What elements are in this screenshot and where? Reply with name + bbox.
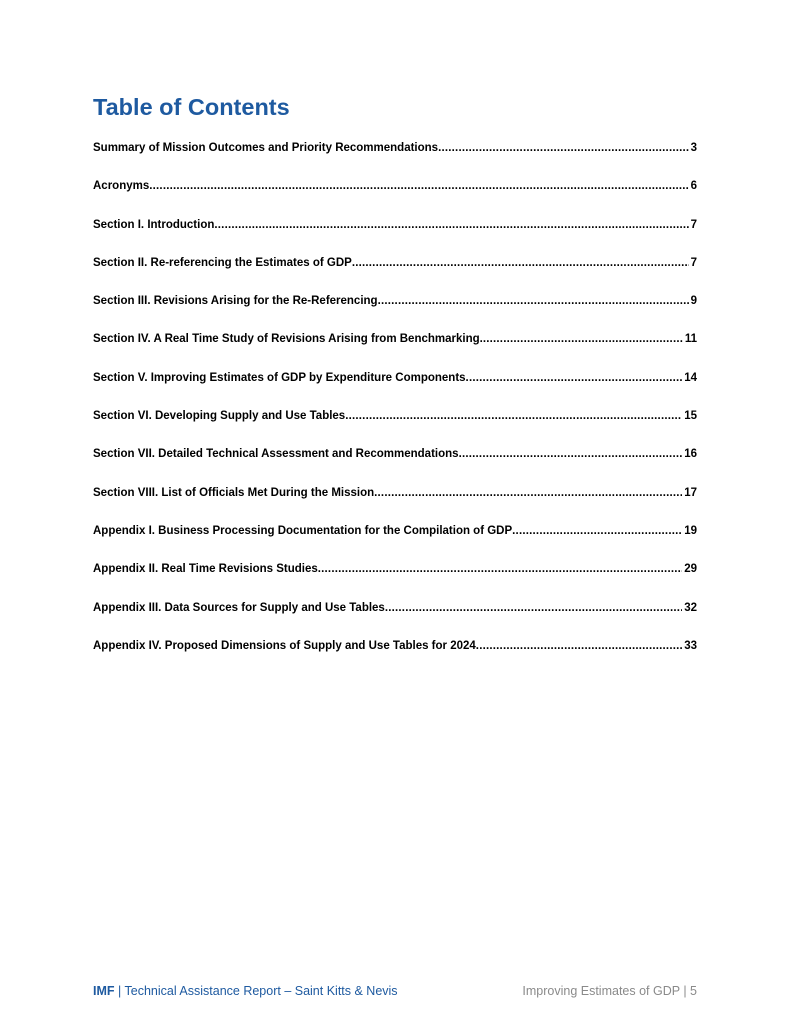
toc-dot-leader xyxy=(318,559,682,579)
toc-entry-page: 16 xyxy=(684,448,697,461)
toc-dot-leader xyxy=(149,176,688,196)
toc-entry-page: 9 xyxy=(690,295,697,308)
toc-entry-page: 3 xyxy=(690,142,697,154)
toc-dot-leader xyxy=(352,253,689,273)
toc-entry-page: 14 xyxy=(684,371,697,384)
toc-dot-leader xyxy=(459,444,683,464)
toc-entry-page: 11 xyxy=(684,333,697,346)
toc-dot-leader xyxy=(466,368,683,388)
toc-dot-leader xyxy=(512,521,682,541)
toc-entry[interactable] xyxy=(93,253,697,291)
toc-entry-page: 33 xyxy=(684,639,697,652)
toc-entry-page: 6 xyxy=(690,180,697,193)
toc-entry-title: Acronyms xyxy=(93,180,150,193)
toc-entry-title: Section IV. A Real Time Study of Revisions Arising from Benchmarking. xyxy=(93,333,483,346)
footer-separator: | xyxy=(118,984,122,998)
toc-entry[interactable] xyxy=(93,291,697,329)
toc-entry-title: Section I. Introduction xyxy=(93,218,215,231)
toc-entry-title: Section V. Improving Estimates of GDP by Expenditure Components xyxy=(93,371,466,384)
table-of-contents xyxy=(93,138,697,674)
toc-dot-leader xyxy=(378,291,689,311)
toc-dot-leader xyxy=(345,406,682,426)
toc-dot-leader xyxy=(483,329,683,349)
toc-entry[interactable] xyxy=(93,598,697,636)
toc-entry-title: Section II. Re-referencing the Estimates of GDP xyxy=(93,256,352,269)
toc-entry-title: Section VI. Developing Supply and Use Tables xyxy=(93,410,346,423)
footer-left xyxy=(93,982,398,1000)
toc-entry[interactable] xyxy=(93,559,697,597)
footer-report-title: Technical Assistance Report – Saint Kitts & Nevis xyxy=(124,984,398,998)
toc-entry[interactable] xyxy=(93,636,697,674)
toc-dot-leader xyxy=(214,215,688,235)
toc-dot-leader xyxy=(374,483,682,503)
toc-dot-leader xyxy=(438,138,689,158)
toc-entry-title: Section VII. Detailed Technical Assessment and Recommendations xyxy=(93,448,459,461)
toc-entry-title: Summary of Mission Outcomes and Priority Recommendations xyxy=(93,142,439,154)
toc-entry[interactable] xyxy=(93,329,697,367)
toc-entry-title: Appendix I. Business Processing Documentation for the Compilation of GDP xyxy=(93,524,513,537)
toc-entry-title: Appendix II. Real Time Revisions Studies xyxy=(93,563,318,576)
page-title: Table of Contents xyxy=(93,94,290,120)
imf-logo-text: IMF xyxy=(93,984,115,998)
toc-entry-page: 15 xyxy=(684,410,697,423)
toc-dot-leader xyxy=(385,598,682,618)
toc-entry-page: 17 xyxy=(684,486,697,499)
toc-entry-page: 29 xyxy=(684,563,697,576)
toc-entry-title: Section VIII. List of Officials Met During the Mission xyxy=(93,486,375,499)
toc-entry[interactable] xyxy=(93,521,697,559)
toc-entry-title: Appendix IV. Proposed Dimensions of Supply and Use Tables for 2024 xyxy=(93,639,476,652)
toc-entry-page: 32 xyxy=(684,601,697,614)
toc-dot-leader xyxy=(476,636,682,656)
toc-entry[interactable] xyxy=(93,483,697,521)
toc-entry[interactable] xyxy=(93,368,697,406)
toc-entry[interactable] xyxy=(93,138,697,176)
toc-entry[interactable] xyxy=(93,215,697,253)
toc-entry-page: 7 xyxy=(690,256,697,269)
toc-entry-title: Appendix III. Data Sources for Supply and Use Tables xyxy=(93,601,385,614)
toc-entry-page: 7 xyxy=(690,218,697,231)
page-footer xyxy=(93,982,697,1000)
toc-entry-title: Section III. Revisions Arising for the Re-Referencing xyxy=(93,295,378,308)
toc-entry-page: 19 xyxy=(684,524,697,537)
footer-page-label: Improving Estimates of GDP | 5 xyxy=(522,984,697,998)
toc-entry[interactable] xyxy=(93,444,697,482)
toc-entry[interactable] xyxy=(93,406,697,444)
toc-entry[interactable] xyxy=(93,176,697,214)
